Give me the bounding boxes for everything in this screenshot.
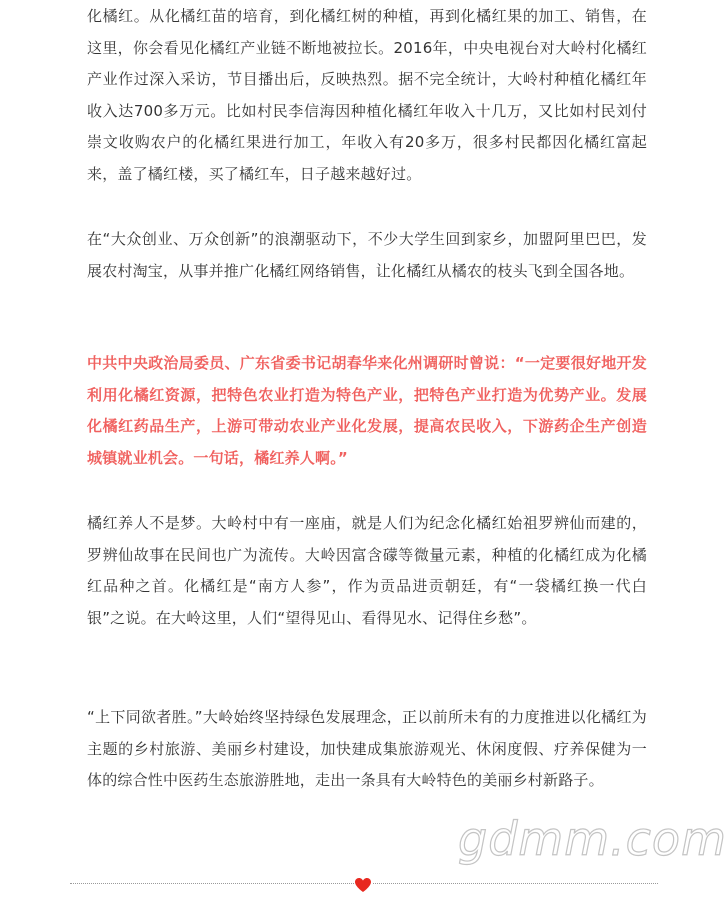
article-paragraph-1: 化橘红。从化橘红苗的培育，到化橘红树的种植，再到化橘红果的加工、销售，在这里，你会看见化橘红产业链不断地被拉长。2016年，中央电视台对大岭村化橘红产业作过深入采访，节目播出后，反映热烈。据不完全统计，大岭村种植化橘红年收入达700多万元。比如村民李信海因种植化橘红年收入十几万，又比如村民刘付崇文收购农户的化橘红果进行加工，年收入有20多万，很多村民都因化橘红富起来，盖了橘红楼，买了橘红车，日子越来越好过。	[87, 7, 647, 183]
article-paragraph-5: “上下同欲者胜。”大岭始终坚持绿色发展理念，正以前所未有的力度推进以化橘红为主题的乡村旅游、美丽乡村建设，加快建成集旅游观光、休闲度假、疗养保健为一体的综合性中医药生态旅游胜地，走出一条具有大岭特色的美丽乡村新路子。	[87, 708, 647, 789]
article-paragraph-2: 在“大众创业、万众创新”的浪潮驱动下，不少大学生回到家乡，加盟阿里巴巴，发展农村淘宝，从事并推广化橘红网络销售，让化橘红从橘农的枝头飞到全国各地。	[87, 230, 647, 280]
site-watermark: gdmm.com	[458, 812, 727, 866]
article-highlight-quote: 中共中央政治局委员、广东省委书记胡春华来化州调研时曾说：“一定要很好地开发利用化橘红资源，把特色农业打造为特色产业，把特色产业打造为优势产业。发展化橘红药品生产，上游可带动农业产业化发展，提高农民收入，下游药企生产创造城镇就业机会。一句话，橘红养人啊。”	[87, 354, 647, 467]
heart-icon	[354, 877, 372, 893]
article-paragraph-4: 橘红养人不是梦。大岭村中有一座庙，就是人们为纪念化橘红始祖罗辨仙而建的，罗辨仙故事在民间也广为流传。大岭因富含礞等微量元素，种植的化橘红成为化橘红品种之首。化橘红是“南方人参”，作为贡品进贡朝廷，有“一袋橘红换一代白银”之说。在大岭这里，人们“望得见山、看得见水、记得住乡愁”。	[87, 514, 647, 627]
